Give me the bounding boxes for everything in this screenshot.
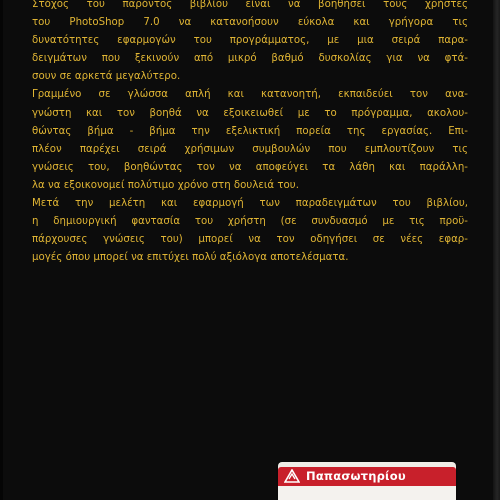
bookstore-logo-icon [284, 469, 300, 484]
blurb-paragraph-1 [32, 0, 468, 86]
blurb-line: η δημιουργική φαντασία του χρήστη (σε συνδυασμό με τις προϋ- [32, 216, 468, 228]
blurb-line: πλέον παρέχει σειρά χρήσιμων συμβουλών που εμπλουτίζουν τις [32, 143, 468, 155]
blurb-line: Μετά την μελέτη και εφαρμογή των παραδειγμάτων του βιβλίου, [32, 198, 468, 210]
cover-right-edge [493, 0, 500, 500]
blurb-line: δειγμάτων που ξεκινούν από μικρό βαθμό δυσκολίας για να φτά- [32, 53, 468, 65]
sticker-brand-name: Παπασωτηρίου [306, 469, 406, 483]
blurb-line: του PhotoShop 7.0 να κατανοήσουν εύκολα και γρήγορα τις [32, 17, 468, 29]
blurb-line: θώντας βήμα - βήμα την εξελικτική πορεία της εργασίας. Επι- [32, 125, 468, 137]
blurb-line: μογές όπου μπορεί να επιτύχει πολύ αξιόλογα αποτελέσματα. [32, 252, 349, 264]
blurb-line: πάρχουσες γνώσεις του) μπορεί να τον οδηγήσει σε νέες εφαρ- [32, 234, 468, 246]
blurb-line: δυνατότητες εφαρμογών του προγράμματος, με μια σειρά παρα- [32, 35, 468, 47]
blurb-line: λα να εξοικονομεί πολύτιμο χρόνο στη δουλειά του. [32, 179, 299, 191]
blurb-text [32, 0, 468, 267]
sticker-lower-area [278, 486, 456, 500]
blurb-line: γνώσεις του, βοηθώντας τον να αποφεύγει τα λάθη και παράλλη- [32, 161, 468, 173]
blurb-line: γνώστη και τον βοηθά να εξοικειωθεί με το πρόγραμμα, ακολου- [32, 107, 468, 119]
sticker-brand-band [278, 467, 456, 486]
blurb-line: Γραμμένο σε γλώσσα απλή και κατανοητή, εκπαιδεύει τον ανα- [32, 89, 468, 101]
blurb-line: σουν σε αρκετά μεγαλύτερο. [32, 71, 181, 83]
blurb-paragraph-2 [32, 86, 468, 195]
price-sticker [278, 462, 456, 500]
blurb-line: Στόχος του παρόντος βιβλίου είναι να βοηθήσει τους χρήστες [32, 0, 468, 10]
blurb-paragraph-3 [32, 195, 468, 267]
cover-left-edge [0, 0, 3, 500]
